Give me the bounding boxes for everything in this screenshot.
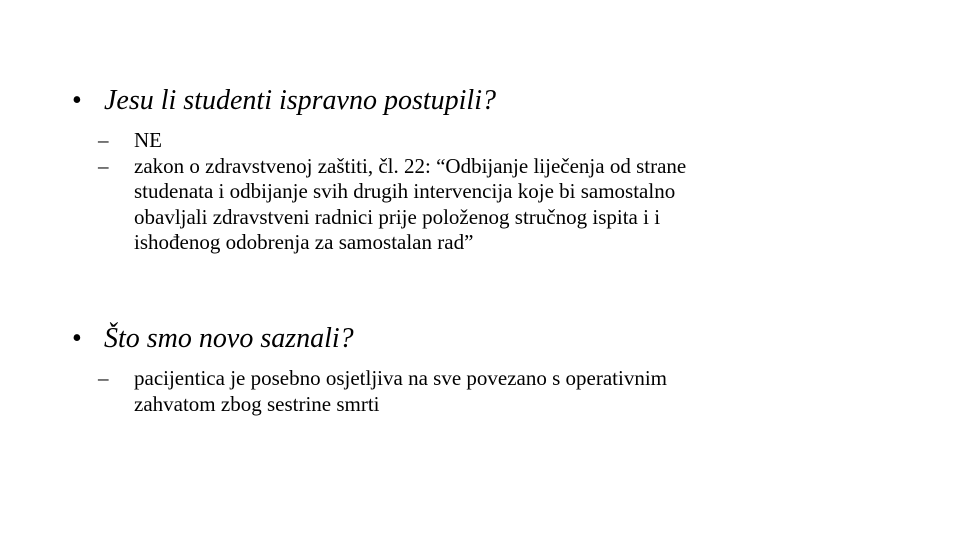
section-2 <box>72 322 872 417</box>
sub-bullet-item <box>72 128 872 154</box>
sub-bullet-item <box>72 154 872 256</box>
sub-bullet-line: obavljali zdravstveni radnici prije položenog stručnog ispita i i <box>134 204 661 229</box>
dash-icon: – <box>98 128 109 152</box>
sub-bullet-line: studenata i odbijanje svih drugih intervencija koje bi samostalno <box>134 179 676 203</box>
sub-bullet-item <box>72 366 872 417</box>
sub-bullet-list <box>72 366 872 417</box>
sub-bullet-line: ishođenog odobrenja za samostalan rad” <box>134 230 474 254</box>
sub-bullet-line: zahvatom zbog sestrine smrti <box>134 391 380 416</box>
bullet-icon: • <box>72 85 82 116</box>
heading-text: Jesu li studenti ispravno postupili? <box>104 85 496 116</box>
dash-icon: – <box>98 366 109 390</box>
bullet-icon: • <box>72 323 82 354</box>
dash-icon: – <box>98 153 109 178</box>
section-heading <box>72 84 872 118</box>
sub-bullet-line: pacijentica je posebno osjetljiva na sve povezano s operativnim <box>134 366 667 390</box>
sub-bullet-line: zakon o zdravstvenoj zaštiti, čl. 22: “Odbijanje liječenja od strane <box>134 153 687 178</box>
heading-text: Što smo novo saznali? <box>104 323 354 354</box>
sub-bullet-line: NE <box>134 128 162 152</box>
section-1 <box>72 84 872 256</box>
section-heading <box>72 322 872 356</box>
sub-bullet-list <box>72 128 872 256</box>
